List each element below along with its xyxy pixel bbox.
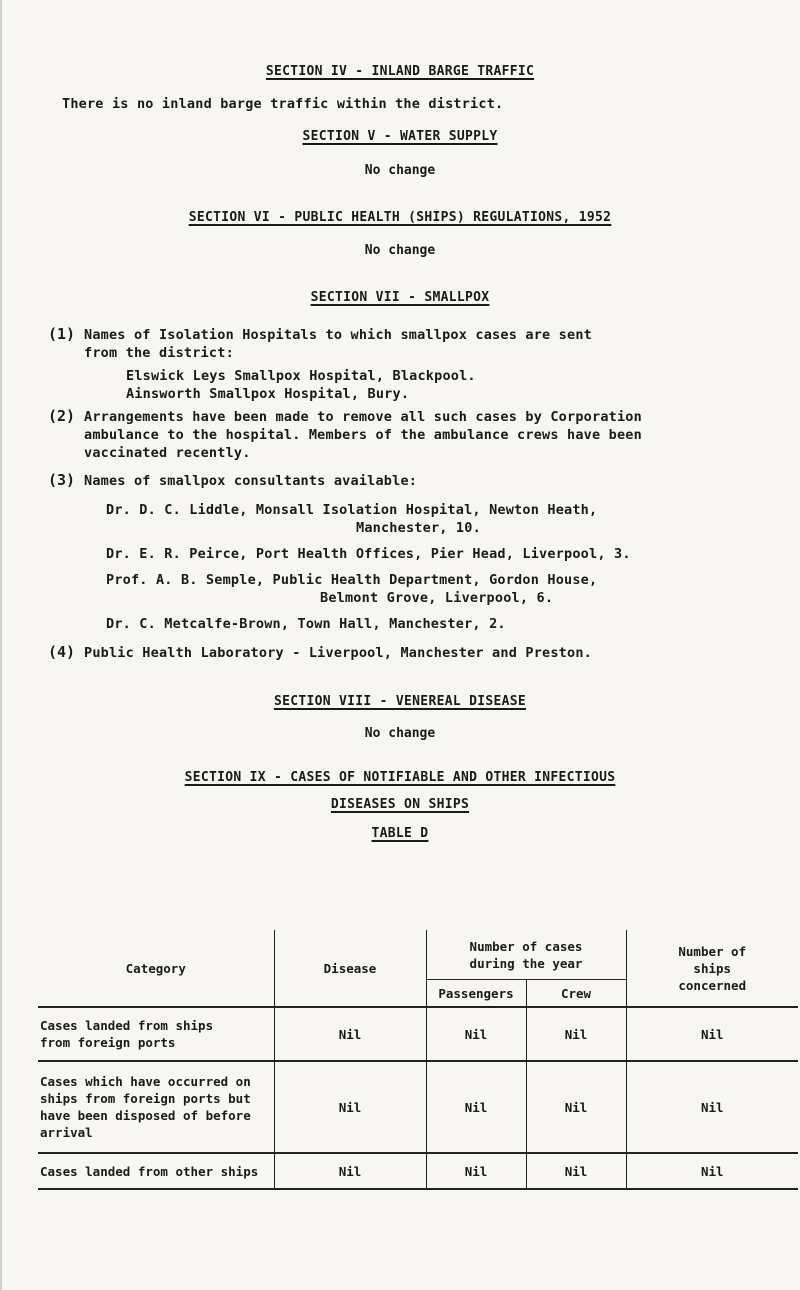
hospital-1: Elswick Leys Smallpox Hospital, Blackpool.	[126, 368, 476, 384]
item-2-line-2: ambulance to the hospital. Members of the ambulance crews have been	[84, 427, 642, 443]
row-1-ships: Nil	[626, 1007, 798, 1061]
section-iv-heading: SECTION IV - INLAND BARGE TRAFFIC	[265, 64, 535, 79]
consultant-3-line-1: Prof. A. B. Semple, Public Health Department, Gordon House,	[106, 572, 598, 588]
row-1-disease: Nil	[274, 1007, 426, 1061]
section-viii-heading: SECTION VIII - VENEREAL DISEASE	[274, 694, 526, 709]
header-passengers: Passengers	[426, 980, 526, 1008]
header-ships-line-2: ships	[693, 960, 732, 976]
row-1-category-line-1: Cases landed from ships	[40, 1018, 214, 1033]
item-4-number: (4)	[48, 643, 76, 661]
section-v-heading: SECTION V - WATER SUPPLY	[302, 129, 498, 144]
row-2-passengers: Nil	[426, 1061, 526, 1153]
table-title: TABLE D	[371, 826, 429, 841]
header-cases	[426, 930, 626, 980]
hospital-2: Ainsworth Smallpox Hospital, Bury.	[126, 386, 410, 402]
row-1-passengers: Nil	[426, 1007, 526, 1061]
row-3-category-line-1: Cases landed from other ships	[40, 1163, 259, 1179]
row-1-category	[38, 1007, 274, 1061]
row-2-disease: Nil	[274, 1061, 426, 1153]
row-2-category-line-4: arrival	[40, 1125, 93, 1140]
section-vii-heading: SECTION VII - SMALLPOX	[310, 290, 490, 305]
consultant-2: Dr. E. R. Peirce, Port Health Offices, Pier Head, Liverpool, 3.	[106, 546, 631, 562]
header-crew: Crew	[526, 980, 626, 1008]
header-ships-line-1: Number of	[678, 943, 747, 959]
section-vi-text: No change	[364, 243, 436, 258]
row-2-category-line-2: ships from foreign ports but	[40, 1091, 251, 1106]
item-3-line-1: Names of smallpox consultants available:	[84, 473, 418, 489]
row-3-category	[38, 1153, 274, 1189]
row-3-disease: Nil	[274, 1153, 426, 1189]
header-category: Category	[125, 960, 186, 976]
consultant-1-line-2: Manchester, 10.	[356, 520, 481, 536]
row-3-ships: Nil	[626, 1153, 798, 1189]
header-ships-line-3: concerned	[678, 977, 747, 993]
section-ix-heading-1: SECTION IX - CASES OF NOTIFIABLE AND OTHER INFECTIOUS	[184, 770, 616, 785]
row-2-ships: Nil	[626, 1061, 798, 1153]
item-3-number: (3)	[48, 471, 76, 489]
row-3-crew: Nil	[526, 1153, 626, 1189]
header-cases-line-2: during the year	[469, 955, 583, 971]
item-2-line-3: vaccinated recently.	[84, 445, 251, 461]
section-vi-heading: SECTION VI - PUBLIC HEALTH (SHIPS) REGULATIONS, 1952	[188, 210, 612, 225]
item-1-number: (1)	[48, 325, 76, 343]
table-row	[38, 1153, 798, 1189]
section-viii-text: No change	[364, 726, 436, 741]
row-2-category	[38, 1061, 274, 1153]
section-ix-heading-2: DISEASES ON SHIPS	[330, 797, 470, 812]
row-1-crew: Nil	[526, 1007, 626, 1061]
row-3-passengers: Nil	[426, 1153, 526, 1189]
consultant-4: Dr. C. Metcalfe-Brown, Town Hall, Manchester, 2.	[106, 616, 506, 632]
table-row	[38, 1007, 798, 1061]
header-cases-line-1: Number of cases	[469, 938, 583, 954]
row-2-category-line-1: Cases which have occurred on	[40, 1074, 251, 1089]
item-2-number: (2)	[48, 407, 76, 425]
header-disease: Disease	[274, 930, 426, 1007]
item-4-line-1: Public Health Laboratory - Liverpool, Manchester and Preston.	[84, 645, 592, 661]
item-2-line-1: Arrangements have been made to remove all such cases by Corporation	[84, 409, 642, 425]
table-d	[38, 930, 798, 1190]
section-v-text: No change	[364, 163, 436, 178]
consultant-3-line-2: Belmont Grove, Liverpool, 6.	[320, 590, 554, 606]
item-1-line-2: from the district:	[84, 345, 234, 361]
header-ships	[626, 930, 798, 1007]
row-2-category-line-3: have been disposed of before	[40, 1108, 251, 1123]
consultant-1-line-1: Dr. D. C. Liddle, Monsall Isolation Hospital, Newton Heath,	[106, 502, 598, 518]
section-iv-text: There is no inland barge traffic within the district.	[62, 96, 504, 112]
item-1-line-1: Names of Isolation Hospitals to which smallpox cases are sent	[84, 327, 592, 343]
row-2-crew: Nil	[526, 1061, 626, 1153]
table-row	[38, 1061, 798, 1153]
row-1-category-line-2: from foreign ports	[40, 1035, 176, 1050]
page-edge	[0, 0, 2, 1290]
